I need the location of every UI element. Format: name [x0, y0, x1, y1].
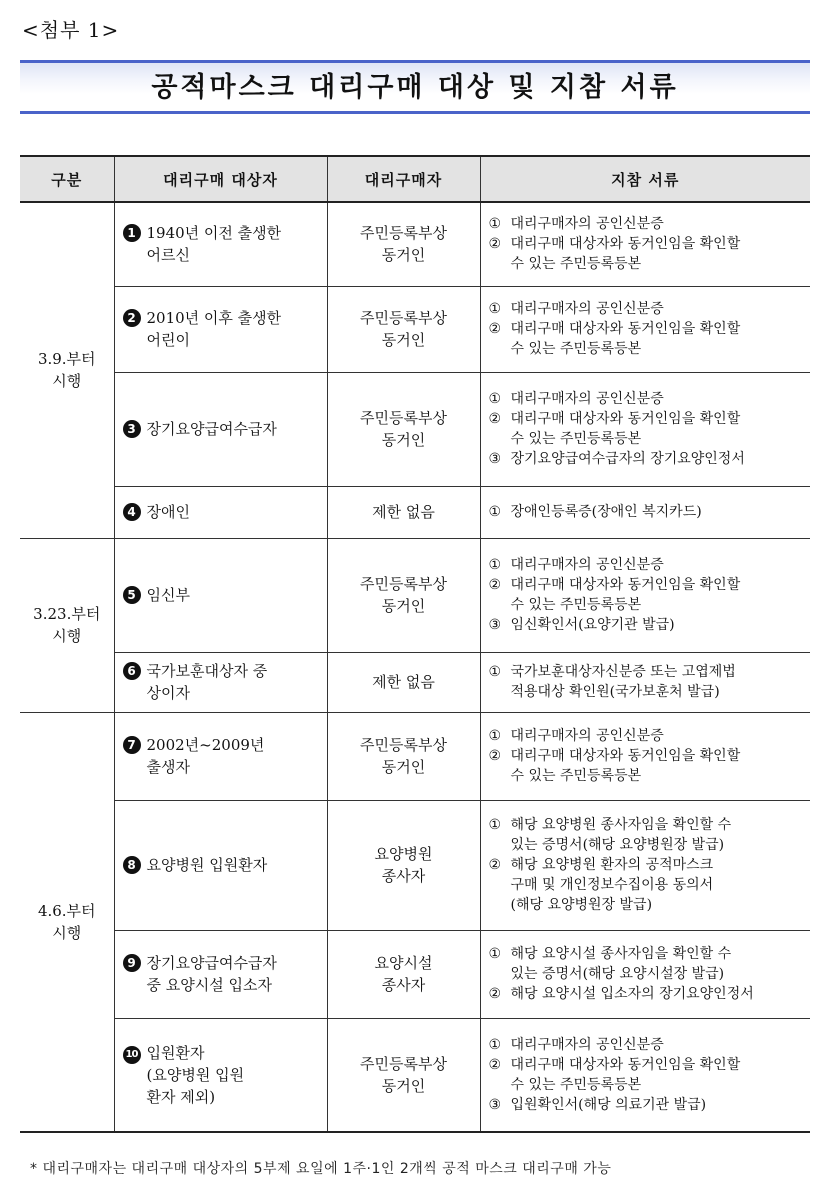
doc-text: 장기요양급여수급자의 장기요양인정서 — [510, 451, 745, 467]
docs-cell — [480, 800, 810, 930]
doc-marker: ② — [488, 577, 502, 593]
target-text: 입원환자 — [146, 1043, 205, 1062]
doc-marker: ① — [488, 946, 502, 962]
header-target: 대리구매 대상자 — [114, 156, 327, 202]
number-badge-icon: 5 — [123, 586, 141, 604]
target-text: 어르신 — [146, 246, 190, 265]
doc-marker: ② — [488, 321, 502, 337]
table-row — [20, 930, 810, 1018]
doc-text: 임신확인서(요양기관 발급) — [510, 617, 675, 633]
period-cell: 3.9.부터 시행 — [20, 202, 114, 538]
doc-item — [489, 319, 803, 359]
doc-text: 해당 요양병원 환자의 공적마스크 구매 및 개인정보수집이용 동의서 (해당 요양병원장 발급) — [510, 857, 714, 913]
doc-text: 대리구매 대상자와 동거인임을 확인할 수 있는 주민등록등본 — [510, 411, 741, 447]
doc-marker: ① — [488, 817, 502, 833]
target-text: 출생자 — [146, 758, 190, 776]
doc-text: 대리구매 대상자와 동거인임을 확인할 수 있는 주민등록등본 — [510, 748, 741, 784]
target-line — [123, 307, 319, 329]
target-line — [123, 329, 319, 351]
target-text: 2010년 이후 출생한 — [146, 309, 282, 327]
doc-marker: ③ — [488, 451, 502, 467]
agent-cell: 주민등록부상 동거인 — [327, 538, 480, 652]
target-line — [123, 244, 319, 266]
target-cell — [114, 1018, 327, 1132]
doc-item — [489, 855, 803, 915]
attachment-label: <첨부 1> — [22, 18, 120, 42]
doc-marker: ③ — [488, 1096, 502, 1113]
target-text: 장기요양급여수급자 — [146, 420, 277, 438]
target-line — [123, 682, 319, 704]
title-banner — [20, 60, 810, 114]
doc-text: 대리구매자의 공인신분증 — [510, 557, 664, 573]
target-cell — [114, 930, 327, 1018]
agent-cell: 제한 없음 — [327, 486, 480, 538]
header-category: 구분 — [20, 156, 114, 202]
doc-marker: ② — [488, 411, 502, 427]
doc-item — [489, 575, 803, 615]
docs-cell — [480, 286, 810, 372]
agent-cell: 요양시설 종사자 — [327, 930, 480, 1018]
doc-text: 대리구매 대상자와 동거인임을 확인할 수 있는 주민등록등본 — [510, 577, 741, 613]
doc-item — [489, 746, 803, 786]
target-text: (요양병원 입원 — [146, 1065, 245, 1084]
number-badge-icon: 4 — [123, 503, 141, 521]
doc-text: 대리구매 대상자와 동거인임을 확인할 수 있는 주민등록등본 — [510, 1056, 741, 1093]
target-line — [123, 1064, 319, 1086]
docs-cell — [480, 712, 810, 800]
doc-item — [489, 944, 803, 984]
doc-marker: ① — [488, 301, 502, 317]
target-line — [123, 974, 319, 996]
table-row — [20, 712, 810, 800]
number-badge-icon: 2 — [123, 309, 141, 327]
period-cell: 4.6.부터 시행 — [20, 712, 114, 1132]
target-text: 어린이 — [146, 331, 190, 349]
target-line — [123, 660, 319, 682]
target-text: 중 요양시설 입소자 — [146, 976, 272, 994]
table-header-row — [20, 156, 810, 202]
doc-marker: ① — [488, 504, 502, 520]
target-text: 2002년~2009년 — [146, 736, 265, 754]
doc-marker: ① — [488, 557, 502, 573]
doc-text: 대리구매자의 공인신분증 — [510, 216, 664, 233]
doc-marker: ① — [488, 391, 502, 407]
agent-cell: 주민등록부상 동거인 — [327, 372, 480, 486]
doc-item — [489, 409, 803, 449]
doc-marker: ② — [488, 748, 502, 764]
agent-cell: 제한 없음 — [327, 652, 480, 712]
doc-item — [489, 726, 803, 746]
target-line — [123, 854, 319, 876]
target-text: 요양병원 입원환자 — [146, 856, 268, 874]
target-cell — [114, 538, 327, 652]
number-badge-icon: 7 — [123, 736, 141, 754]
doc-marker: ① — [488, 664, 502, 680]
doc-item — [489, 1095, 803, 1115]
doc-item — [489, 1035, 803, 1055]
target-cell — [114, 486, 327, 538]
target-text: 임신부 — [146, 586, 190, 604]
table-row — [20, 538, 810, 652]
doc-marker: ② — [488, 986, 502, 1002]
number-badge-icon: 9 — [123, 954, 141, 972]
table-row — [20, 286, 810, 372]
doc-text: 대리구매자의 공인신분증 — [510, 728, 664, 744]
target-cell — [114, 202, 327, 286]
docs-cell — [480, 202, 810, 286]
table-row — [20, 202, 810, 286]
doc-item — [489, 389, 803, 409]
table-body — [20, 202, 810, 1132]
doc-item — [489, 615, 803, 635]
doc-item — [489, 299, 803, 319]
target-cell — [114, 712, 327, 800]
target-line — [123, 584, 319, 606]
doc-marker: ① — [488, 728, 502, 744]
doc-item — [489, 662, 803, 702]
target-cell — [114, 800, 327, 930]
doc-marker: ① — [488, 216, 502, 233]
doc-text: 대리구매자의 공인신분증 — [510, 1036, 664, 1053]
target-text: 1940년 이전 출생한 — [146, 224, 282, 243]
docs-cell — [480, 652, 810, 712]
docs-cell — [480, 538, 810, 652]
doc-item — [489, 815, 803, 855]
docs-cell — [480, 372, 810, 486]
page-title: 공적마스크 대리구매 대상 및 지참 서류 — [151, 72, 679, 103]
target-line — [123, 418, 319, 440]
footnote: * 대리구매자는 대리구매 대상자의 5부제 요일에 1주·1인 2개씩 공적 마스크 대리구매 가능 — [30, 1161, 612, 1177]
target-cell — [114, 652, 327, 712]
number-badge-icon: 6 — [123, 662, 141, 680]
target-cell — [114, 286, 327, 372]
doc-marker: ① — [488, 1036, 502, 1053]
header-docs: 지참 서류 — [480, 156, 810, 202]
target-cell — [114, 372, 327, 486]
docs-cell — [480, 1018, 810, 1132]
doc-marker: ② — [488, 1056, 502, 1073]
period-cell: 3.23.부터 시행 — [20, 538, 114, 712]
doc-text: 해당 요양시설 입소자의 장기요양인정서 — [510, 986, 754, 1002]
doc-item — [489, 502, 803, 522]
docs-cell — [480, 930, 810, 1018]
table-row — [20, 1018, 810, 1132]
number-badge-icon: 8 — [123, 856, 141, 874]
doc-item — [489, 449, 803, 469]
number-badge-icon: 1 — [123, 224, 141, 242]
target-line — [123, 734, 319, 756]
target-text: 장기요양급여수급자 — [146, 954, 277, 972]
doc-marker: ② — [488, 857, 502, 873]
agent-cell: 주민등록부상 동거인 — [327, 712, 480, 800]
target-line — [123, 1086, 319, 1108]
agent-cell: 주민등록부상 동거인 — [327, 1018, 480, 1132]
doc-item — [489, 234, 803, 274]
doc-item — [489, 555, 803, 575]
doc-item — [489, 214, 803, 234]
doc-text: 대리구매 대상자와 동거인임을 확인할 수 있는 주민등록등본 — [510, 236, 741, 273]
target-text: 환자 제외) — [146, 1087, 216, 1106]
table-row — [20, 372, 810, 486]
agent-cell: 요양병원 종사자 — [327, 800, 480, 930]
doc-text: 국가보훈대상자신분증 또는 고엽제법 적용대상 확인원(국가보훈처 발급) — [510, 664, 736, 700]
number-badge-icon: 3 — [123, 420, 141, 438]
target-text: 상이자 — [146, 684, 190, 702]
table-row — [20, 800, 810, 930]
table-row — [20, 652, 810, 712]
target-text: 국가보훈대상자 중 — [146, 662, 268, 680]
target-line — [123, 1042, 319, 1064]
doc-text: 대리구매 대상자와 동거인임을 확인할 수 있는 주민등록등본 — [510, 321, 741, 357]
header-agent: 대리구매자 — [327, 156, 480, 202]
target-line — [123, 222, 319, 244]
doc-text: 입원확인서(해당 의료기관 발급) — [510, 1096, 707, 1113]
doc-marker: ② — [488, 236, 502, 253]
target-text: 장애인 — [146, 503, 190, 521]
doc-text: 해당 요양시설 종사자임을 확인할 수 있는 증명서(해당 요양시설장 발급) — [510, 946, 732, 982]
table-row — [20, 486, 810, 538]
doc-item — [489, 1055, 803, 1095]
docs-cell — [480, 486, 810, 538]
doc-item — [489, 984, 803, 1004]
number-badge-icon: 10 — [123, 1046, 141, 1064]
target-line — [123, 756, 319, 778]
proxy-purchase-table — [20, 155, 810, 1133]
doc-text: 대리구매자의 공인신분증 — [510, 391, 664, 407]
doc-text: 대리구매자의 공인신분증 — [510, 301, 664, 317]
doc-marker: ③ — [488, 617, 502, 633]
target-line — [123, 952, 319, 974]
doc-text: 장애인등록증(장애인 복지카드) — [510, 504, 702, 520]
doc-text: 해당 요양병원 종사자임을 확인할 수 있는 증명서(해당 요양병원장 발급) — [510, 817, 732, 853]
agent-cell: 주민등록부상 동거인 — [327, 286, 480, 372]
target-line — [123, 501, 319, 523]
agent-cell: 주민등록부상 동거인 — [327, 202, 480, 286]
